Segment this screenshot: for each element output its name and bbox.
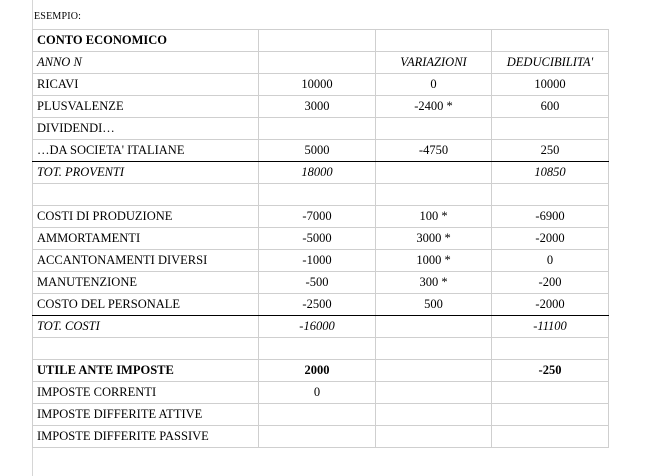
row-variation: 1000 * xyxy=(376,250,492,272)
row-variation: -2400 * xyxy=(376,96,492,118)
cell xyxy=(376,118,492,140)
row-variation: 300 * xyxy=(376,272,492,294)
row-value: 0 xyxy=(259,382,376,404)
table-row xyxy=(33,294,609,316)
row-value: 2000 xyxy=(259,360,376,382)
cell xyxy=(259,30,376,52)
row-value: -500 xyxy=(259,272,376,294)
row-variation: 100 * xyxy=(376,206,492,228)
table-row xyxy=(33,74,609,96)
row-label: TOT. COSTI xyxy=(33,316,259,338)
cell xyxy=(492,426,609,448)
row-value: -2500 xyxy=(259,294,376,316)
cell xyxy=(259,118,376,140)
cell xyxy=(376,404,492,426)
table-row xyxy=(33,118,609,140)
table-row xyxy=(33,382,609,404)
row-deductible: -6900 xyxy=(492,206,609,228)
total-row xyxy=(33,162,609,184)
row-label: MANUTENZIONE xyxy=(33,272,259,294)
header-deducibilita: DEDUCIBILITA' xyxy=(492,52,609,74)
row-deductible: 10850 xyxy=(492,162,609,184)
row-value: 10000 xyxy=(259,74,376,96)
empty-row xyxy=(33,338,609,360)
row-value: -16000 xyxy=(259,316,376,338)
cell xyxy=(376,30,492,52)
cell xyxy=(259,52,376,74)
row-deductible: -2000 xyxy=(492,228,609,250)
row-variation: 3000 * xyxy=(376,228,492,250)
row-variation: 0 xyxy=(376,74,492,96)
cell xyxy=(376,360,492,382)
cell xyxy=(376,426,492,448)
row-label: RICAVI xyxy=(33,74,259,96)
table-row xyxy=(33,404,609,426)
row-variation: -4750 xyxy=(376,140,492,162)
row-deductible: 250 xyxy=(492,140,609,162)
table-row xyxy=(33,272,609,294)
row-deductible: -250 xyxy=(492,360,609,382)
row-deductible: 10000 xyxy=(492,74,609,96)
row-label: AMMORTAMENTI xyxy=(33,228,259,250)
result-row xyxy=(33,360,609,382)
row-value: 5000 xyxy=(259,140,376,162)
table-row xyxy=(33,30,609,52)
row-deductible: 600 xyxy=(492,96,609,118)
row-value: -7000 xyxy=(259,206,376,228)
row-label: IMPOSTE DIFFERITE PASSIVE xyxy=(33,426,259,448)
cell xyxy=(492,338,609,360)
cell xyxy=(259,184,376,206)
row-deductible: -2000 xyxy=(492,294,609,316)
header-variazioni: VARIAZIONI xyxy=(376,52,492,74)
row-label: UTILE ANTE IMPOSTE xyxy=(33,360,259,382)
total-row xyxy=(33,316,609,338)
row-deductible: -11100 xyxy=(492,316,609,338)
cell xyxy=(376,316,492,338)
row-value: -5000 xyxy=(259,228,376,250)
table-title: CONTO ECONOMICO xyxy=(33,30,259,52)
cell xyxy=(492,382,609,404)
cell xyxy=(376,184,492,206)
table-row xyxy=(33,426,609,448)
row-label: IMPOSTE CORRENTI xyxy=(33,382,259,404)
row-value: -1000 xyxy=(259,250,376,272)
table-row xyxy=(33,228,609,250)
cell xyxy=(376,382,492,404)
row-label: IMPOSTE DIFFERITE ATTIVE xyxy=(33,404,259,426)
table-row xyxy=(33,140,609,162)
row-value: 18000 xyxy=(259,162,376,184)
table-row xyxy=(33,96,609,118)
row-label: TOT. PROVENTI xyxy=(33,162,259,184)
income-statement-table xyxy=(32,29,609,448)
row-label: DIVIDENDI… xyxy=(33,118,259,140)
row-variation: 500 xyxy=(376,294,492,316)
row-deductible: -200 xyxy=(492,272,609,294)
cell xyxy=(259,338,376,360)
cell xyxy=(492,30,609,52)
cell xyxy=(259,426,376,448)
empty-row xyxy=(33,184,609,206)
cell xyxy=(259,404,376,426)
cell xyxy=(376,338,492,360)
row-value: 3000 xyxy=(259,96,376,118)
example-caption: ESEMPIO: xyxy=(34,11,82,22)
row-deductible: 0 xyxy=(492,250,609,272)
cell xyxy=(33,184,259,206)
cell xyxy=(492,404,609,426)
row-label: COSTI DI PRODUZIONE xyxy=(33,206,259,228)
row-label: COSTO DEL PERSONALE xyxy=(33,294,259,316)
table-row xyxy=(33,206,609,228)
cell xyxy=(33,338,259,360)
cell xyxy=(492,118,609,140)
cell xyxy=(492,184,609,206)
cell xyxy=(376,162,492,184)
row-label: …DA SOCIETA' ITALIANE xyxy=(33,140,259,162)
table-row xyxy=(33,250,609,272)
header-row xyxy=(33,52,609,74)
header-anno: ANNO N xyxy=(33,52,259,74)
row-label: PLUSVALENZE xyxy=(33,96,259,118)
row-label: ACCANTONAMENTI DIVERSI xyxy=(33,250,259,272)
